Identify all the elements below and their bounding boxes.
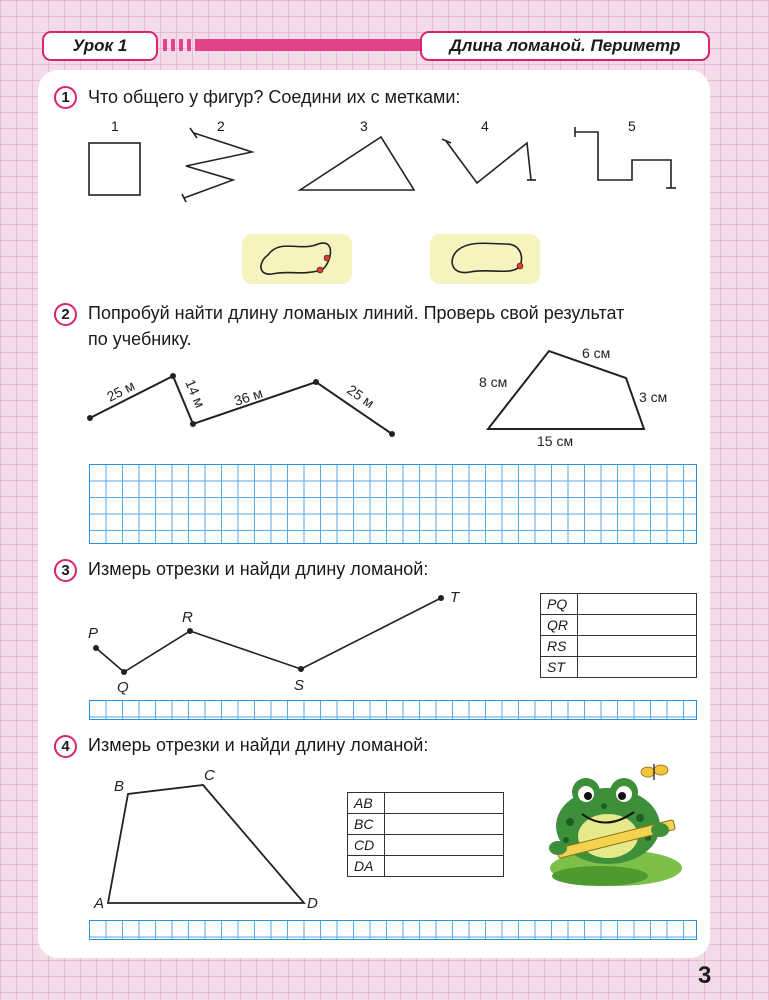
segment-length-1: 25 м (104, 377, 138, 405)
answer-grid-task-4[interactable] (89, 920, 697, 940)
table-row (348, 814, 504, 835)
segment-length-3: 36 м (231, 384, 265, 409)
task-4-text: Измерь отрезки и найди длину ломаной: (88, 735, 429, 755)
segment-answer-cell[interactable] (385, 814, 504, 835)
task-3-number: 3 (54, 559, 77, 582)
segment-answer-cell[interactable] (385, 793, 504, 814)
segment-key: RS (541, 636, 578, 657)
segment-key: CD (348, 835, 385, 856)
task-1-text: Что общего у фигур? Соедини их с метками: (88, 87, 461, 107)
segment-key: DA (348, 856, 385, 877)
page-number: 3 (698, 962, 712, 989)
segment-key: QR (541, 615, 578, 636)
segment-key: AB (348, 793, 385, 814)
butterfly-icon (641, 764, 668, 780)
segment-length-4: 25 м (344, 381, 378, 412)
task-3-text: Измерь отрезки и найди длину ломаной: (88, 559, 429, 579)
point-D: D (307, 895, 318, 912)
table-row (348, 856, 504, 877)
quad-side-right: 3 см (639, 389, 668, 405)
point-C: C (204, 767, 215, 784)
point-T: T (450, 589, 460, 606)
task-4-measure-table (347, 792, 504, 877)
quad-side-bottom: 15 см (537, 433, 574, 449)
task-4-number: 4 (54, 735, 77, 758)
task-2-number: 2 (54, 303, 77, 326)
task-2-text-line2: по учебнику. (88, 329, 192, 349)
segment-key: ST (541, 657, 578, 678)
segment-length-2: 14 м (182, 376, 209, 410)
table-row (348, 835, 504, 856)
task-1-number: 1 (54, 86, 77, 109)
point-B: B (114, 778, 125, 795)
lesson-label-text: Урок 1 (72, 36, 128, 55)
segment-key: BC (348, 814, 385, 835)
quad-side-left: 8 см (479, 374, 508, 390)
point-R: R (182, 609, 193, 626)
figure-label-4: 4 (481, 118, 489, 134)
figure-label-1: 1 (111, 118, 119, 134)
segment-answer-cell[interactable] (385, 856, 504, 877)
table-row (348, 793, 504, 814)
point-Q: Q (117, 679, 129, 696)
figure-label-3: 3 (360, 118, 368, 134)
task-2-text-line1: Попробуй найти длину ломаных линий. Проверь свой результат (88, 303, 625, 323)
point-A: A (94, 895, 105, 912)
point-S: S (294, 677, 305, 694)
topic-title-text: Длина ломаной. Периметр (449, 36, 681, 55)
quad-side-top: 6 см (582, 345, 611, 361)
figure-label-2: 2 (217, 118, 225, 134)
figure-label-5: 5 (628, 118, 636, 134)
frog-illustration (549, 764, 682, 886)
segment-key: PQ (541, 594, 578, 615)
segment-answer-cell[interactable] (385, 835, 504, 856)
point-P: P (88, 625, 99, 642)
